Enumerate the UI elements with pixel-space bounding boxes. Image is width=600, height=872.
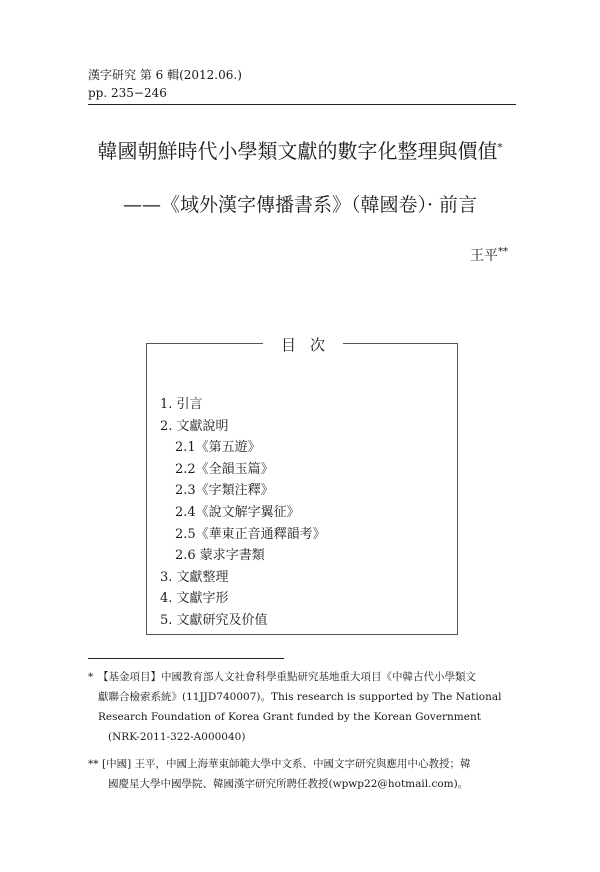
footnote-1-mark: * (88, 671, 94, 683)
toc-list (160, 394, 326, 632)
header-rule (88, 104, 516, 105)
toc-item[interactable]: 2.5《華東正音通釋韻考》 (175, 526, 326, 542)
paper-title (0, 135, 600, 164)
toc-item[interactable]: 4. 文獻字形 (160, 591, 229, 607)
footnote-1-line: 獻聯合檢索系統》(11JJD740007)。This research is supported by The National (98, 691, 502, 703)
toc-item[interactable]: 2.6 蒙求字書類 (175, 548, 265, 564)
toc-heading: 目次 (263, 334, 343, 355)
table-of-contents (146, 336, 458, 635)
author-footnote-mark[interactable]: ** (498, 246, 508, 258)
footnote-1-line: Research Foundation of Korea Grant funded by the Korean Government (98, 711, 481, 723)
toc-item[interactable]: 3. 文獻整理 (160, 569, 229, 585)
author (470, 245, 508, 265)
footnote-1 (88, 667, 516, 747)
journal-pages: pp. 235−246 (88, 86, 167, 100)
toc-item[interactable]: 5. 文獻研究及价值 (160, 612, 268, 628)
author-name: 王平 (470, 248, 498, 264)
toc-item[interactable]: 2.2《全韻玉篇》 (175, 461, 274, 477)
footnote-2-line: 國慶星大學中國學院、韓國漢字研究所聘任教授(wpwp22@hotmail.com)。 (108, 778, 469, 790)
footnote-2-line: [中國] 王平，中國上海華東師範大學中文系、中國文字研究與應用中心教授；韓 (102, 758, 471, 770)
paper-title-text: 韓國朝鮮時代小學類文獻的數字化整理與價值 (97, 139, 498, 163)
paper-subtitle: ——《域外漢字傳播書系》（韓國卷）· 前言 (122, 194, 478, 216)
journal-header (88, 66, 242, 102)
footnote-2-mark: ** (88, 758, 99, 770)
journal-name-volume: 漢字研究 第 6 輯(2012.06.) (88, 68, 242, 82)
footnote-rule (88, 658, 284, 659)
footnote-1-line: (NRK-2011-322-A000040) (108, 731, 246, 743)
toc-item[interactable]: 2. 文獻說明 (160, 418, 229, 434)
toc-item[interactable]: 2.1《第五遊》 (175, 440, 261, 456)
toc-item[interactable]: 1. 引言 (160, 397, 203, 412)
footnote-2 (88, 754, 516, 794)
toc-item[interactable]: 2.4《說文解字翼征》 (175, 504, 300, 520)
toc-item[interactable]: 2.3《字類注釋》 (175, 483, 274, 499)
title-footnote-mark[interactable]: * (497, 142, 503, 154)
footnote-1-line: 【基金項目】中國教育部人文社會科學重點研究基地重大項目《中韓古代小學類文 (98, 671, 476, 683)
